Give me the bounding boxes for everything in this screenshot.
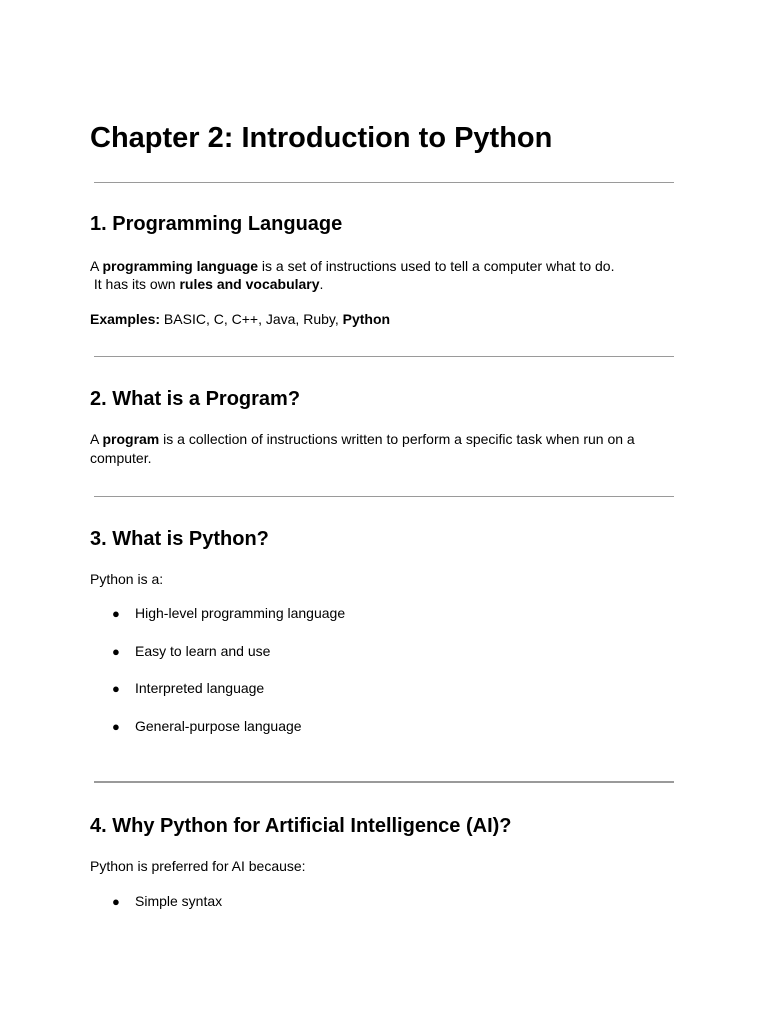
list-item bbox=[112, 717, 302, 736]
text: . bbox=[319, 276, 324, 292]
ai-intro: Python is preferred for AI because: bbox=[90, 858, 306, 874]
divider bbox=[94, 356, 674, 357]
examples-label: Examples: bbox=[90, 311, 161, 327]
examples-line bbox=[90, 310, 390, 329]
list-item-text: Easy to learn and use bbox=[135, 643, 271, 659]
list-item-text: High-level programming language bbox=[135, 605, 346, 621]
list-item bbox=[112, 679, 264, 698]
text: A bbox=[90, 431, 103, 447]
section-heading-programming-language: 1. Programming Language bbox=[90, 213, 343, 235]
bullet-icon: ● bbox=[112, 719, 120, 734]
list-item-text: Simple syntax bbox=[135, 893, 223, 909]
bullet-icon: ● bbox=[112, 606, 120, 621]
divider bbox=[94, 496, 674, 497]
text: A bbox=[90, 258, 103, 274]
text: is a set of instructions used to tell a computer what to do. bbox=[258, 258, 615, 274]
definition-programming-language bbox=[90, 257, 614, 276]
definition-program bbox=[90, 430, 650, 468]
bold-term: programming language bbox=[102, 258, 259, 274]
list-item-text: General-purpose language bbox=[135, 718, 302, 734]
list-item bbox=[112, 892, 222, 911]
bold-term: program bbox=[102, 431, 160, 447]
bullet-icon: ● bbox=[112, 894, 120, 909]
list-item bbox=[112, 642, 270, 661]
examples-python: Python bbox=[342, 311, 391, 327]
section-heading-what-is-python: 3. What is Python? bbox=[90, 528, 269, 550]
list-item bbox=[112, 604, 345, 623]
divider bbox=[94, 781, 674, 783]
section-heading-what-is-program: 2. What is a Program? bbox=[90, 388, 301, 410]
chapter-title: Chapter 2: Introduction to Python bbox=[90, 122, 553, 154]
text: is a collection of instructions written to perform a specific task when run on a computer. bbox=[90, 431, 635, 466]
python-intro: Python is a: bbox=[90, 571, 164, 587]
divider bbox=[94, 182, 674, 183]
text: It has its own bbox=[90, 276, 180, 292]
section-heading-why-python-ai: 4. Why Python for Artificial Intelligence (AI)? bbox=[90, 815, 512, 837]
list-item-text: Interpreted language bbox=[135, 680, 265, 696]
rules-line bbox=[90, 275, 323, 294]
bullet-icon: ● bbox=[112, 644, 120, 659]
bold-term: rules and vocabulary bbox=[179, 276, 320, 292]
examples-list: BASIC, C, C++, Java, Ruby, bbox=[160, 311, 343, 327]
bullet-icon: ● bbox=[112, 681, 120, 696]
